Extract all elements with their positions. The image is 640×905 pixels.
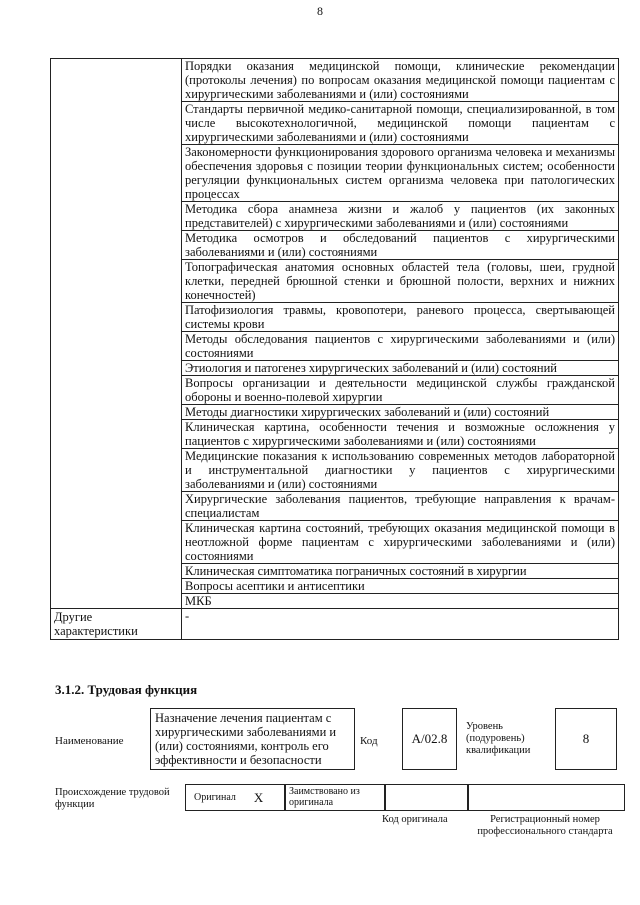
knowledge-item: Патофизиология травмы, кровопотери, раневого процесса, свертывающей системы крови [182,303,619,332]
knowledge-item: МКБ [182,594,619,609]
other-characteristics-label: Другие характеристики [51,609,182,640]
qualification-level-value: 8 [555,708,617,770]
original-code-caption: Код оригинала [382,814,448,825]
page-number: 8 [317,4,323,18]
knowledge-item: Закономерности функционирования здорового организма человека и механизмы обеспечения здоровья с позиции теории функциональных систем; особенности регуляции функциональных систем организма человека при патологических процессах [182,145,619,202]
original-code-cell [385,784,468,811]
row-label-cell [51,59,182,609]
original-label: Оригинал [194,792,236,803]
knowledge-item: Вопросы асептики и антисептики [182,579,619,594]
knowledge-item: Методика сбора анамнеза жизни и жалоб у пациентов (их законных представителей) с хирургическими заболеваниями и (или) состояниями [182,202,619,231]
origin-row [185,784,625,811]
knowledge-item: Медицинские показания к использованию современных методов лабораторной и инструментальной диагностики у пациентов с хирургическими заболеваниями и (или) состояниями [182,449,619,492]
knowledge-item: Методы обследования пациентов с хирургическими заболеваниями и (или) состояниями [182,332,619,361]
original-cell [185,784,285,811]
function-name-label: Наименование [55,735,124,747]
registration-number-caption: Регистрационный номер профессионального стандарта [477,814,613,837]
registration-number-cell [468,784,625,811]
knowledge-item: Стандарты первичной медико-санитарной помощи, специализированной, в том числе высокотехнологичной, медицинской помощи пациентам с хирургическими заболеваниями и (или) состояниями [182,102,619,145]
other-characteristics-row [51,609,619,640]
section-title: 3.1.2. Трудовая функция [55,682,198,697]
function-name-value: Назначение лечения пациентам с хирургическими заболеваниями и (или) состояниями, контроль его эффективности и безопасности [150,708,355,770]
knowledge-item: Топографическая анатомия основных областей тела (головы, шеи, грудной клетки, передней брюшной стенки и брюшной полости, верхних и нижних конечностей) [182,260,619,303]
knowledge-item: Порядки оказания медицинской помощи, клинические рекомендации (протоколы лечения) по вопросам оказания медицинской помощи пациентам с хирургическими заболеваниями и (или) состояниями [182,59,619,102]
borrowed-cell: Заимствовано из оригинала [285,784,385,811]
knowledge-row [51,59,619,102]
knowledge-item: Клиническая картина состояний, требующих оказания медицинской помощи в неотложной форме пациентам с хирургическими заболеваниями и (или) состояниями [182,521,619,564]
knowledge-item: Этиология и патогенез хирургических заболеваний и (или) состояний [182,361,619,376]
code-value: A/02.8 [402,708,457,770]
original-mark: X [253,789,264,805]
knowledge-item: Методика осмотров и обследований пациентов с хирургическими заболеваниями и (или) состояниями [182,231,619,260]
knowledge-item: Методы диагностики хирургических заболеваний и (или) состояний [182,405,619,420]
knowledge-table [50,58,619,640]
knowledge-item: Вопросы организации и деятельности медицинской службы гражданской обороны и военно-полевой хирургии [182,376,619,405]
qualification-level-label: Уровень (подуровень) квалификации [466,721,531,756]
origin-label: Происхождение трудовой функции [55,787,170,810]
knowledge-item: Хирургические заболевания пациентов, требующие направления к врачам-специалистам [182,492,619,521]
knowledge-item: Клиническая картина, особенности течения и возможные осложнения у пациентов с хирургическими заболеваниями и (или) состояниями [182,420,619,449]
other-characteristics-value: - [182,609,619,640]
code-label: Код [360,735,378,747]
knowledge-item: Клиническая симптоматика пограничных состояний в хирургии [182,564,619,579]
